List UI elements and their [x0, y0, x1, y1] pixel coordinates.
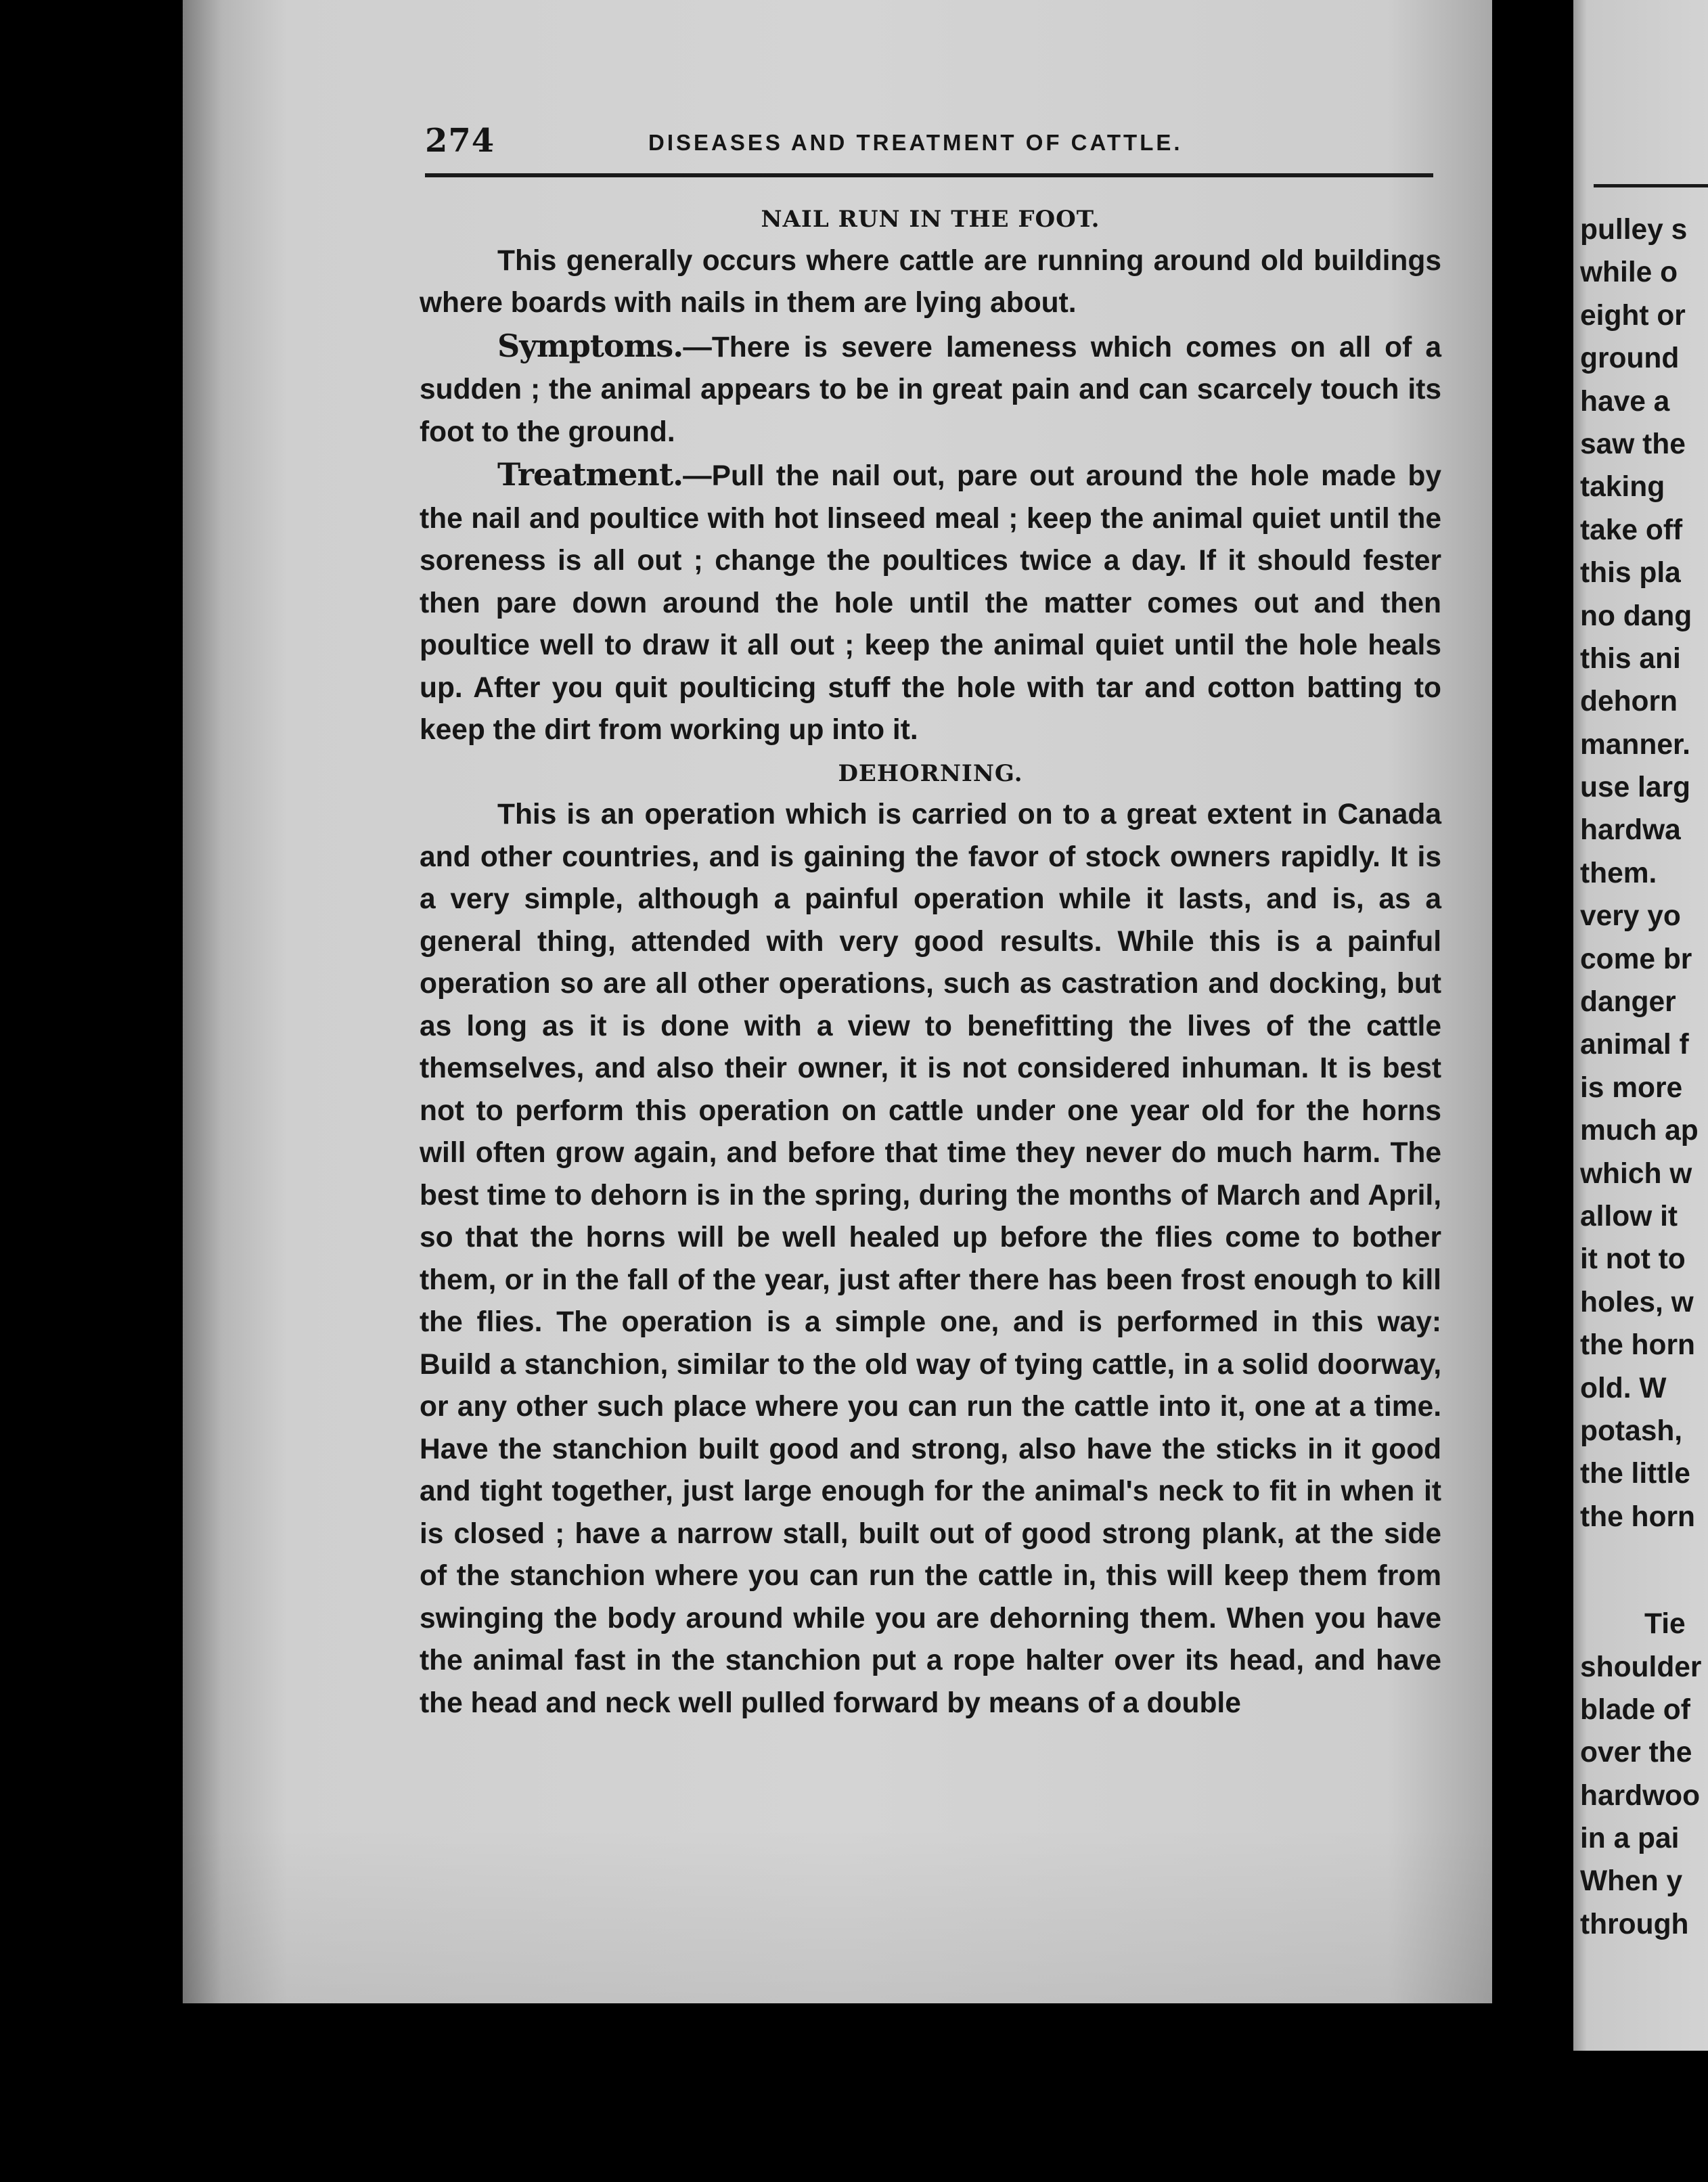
- right-page-line: dehorn: [1580, 686, 1678, 718]
- paragraph-symptoms: [420, 325, 1441, 454]
- right-page-header-rule: [1594, 184, 1708, 187]
- section-heading-dehorning: DEHORNING.: [838, 759, 1023, 787]
- right-page-line: the horn: [1580, 1500, 1695, 1533]
- right-page-line: is more: [1580, 1071, 1683, 1104]
- right-page-line: holes, w: [1580, 1286, 1694, 1318]
- scan-left-border: [0, 0, 183, 2182]
- right-page-line: saw the: [1580, 428, 1686, 460]
- right-page-line: which w: [1580, 1157, 1692, 1190]
- running-title: DISEASES AND TREATMENT OF CATTLE.: [648, 130, 1183, 155]
- right-page-line: manner.: [1580, 728, 1690, 761]
- right-page-line: have a: [1580, 385, 1670, 418]
- right-page-line: the little: [1580, 1458, 1690, 1490]
- right-page-line: through: [1580, 1908, 1689, 1940]
- right-page-line: old. W: [1580, 1372, 1667, 1404]
- right-page-line: allow it: [1580, 1200, 1678, 1232]
- right-page-line: Tie: [1644, 1608, 1686, 1641]
- right-page-block-one: [1580, 208, 1708, 1538]
- right-page-line: while o: [1580, 257, 1678, 289]
- right-page-line: potash,: [1580, 1415, 1683, 1447]
- paragraph-text: —There is severe lameness which comes on all of a sudden ; the animal appears to be in great pain and can scarcely touch its foot to the ground.: [420, 331, 1441, 448]
- right-page-line: it not to: [1580, 1243, 1686, 1276]
- right-page-section-gap: [1580, 1538, 1708, 1603]
- right-page-line: eight or: [1580, 299, 1686, 332]
- right-page-line: shoulder: [1580, 1651, 1702, 1683]
- paragraph-treatment: [420, 453, 1441, 752]
- right-page-line: the horn: [1580, 1329, 1695, 1362]
- right-page-line: When y: [1580, 1865, 1683, 1898]
- right-page-line: in a pai: [1580, 1823, 1680, 1855]
- right-page-line: very yo: [1580, 900, 1681, 933]
- scan-bottom-border: [0, 2003, 1492, 2182]
- right-page-line: danger: [1580, 986, 1676, 1019]
- right-page-line: animal f: [1580, 1029, 1689, 1061]
- right-page-line: use larg: [1580, 772, 1690, 804]
- right-page-line: taking: [1580, 471, 1665, 504]
- right-page-line: pulley s: [1580, 214, 1688, 246]
- header-rule: [425, 173, 1433, 177]
- paragraph-text: This generally occurs where cattle are running around old buildings where boards with nails in them are lying about.: [420, 244, 1441, 319]
- right-page-line: blade of: [1580, 1693, 1690, 1726]
- right-page-line: no dang: [1580, 600, 1692, 632]
- paragraph-text: —Pull the nail out, pare out around the hole made by the nail and poultice with hot linseed meal ; keep the animal quiet until the soreness is all out ; change the poultices twice a day. If it should fester then pare down around the hole until the matter comes out and then poultice well to draw it all out ; keep the animal quiet until the hole heals up. After you quit poulticing stuff the hole with tar and cotton batting to keep the dirt from working up into it.: [420, 460, 1441, 746]
- right-page-line: over the: [1580, 1737, 1692, 1769]
- run-in-heading-symptoms: Symptoms.: [497, 327, 683, 364]
- paragraph-text: This is an operation which is carried on to a great extent in Canada and other countries, and is gaining the favor of stock owners rapidly. It is a very simple, although a painful operation while it lasts, and is, as a general thing, attended with very good results. While this is a painful operation so are all other operations, such as castration and docking, but as long as it is done with a view to benefitting the lives of the cattle themselves, and also their owner, it is not considered inhuman. It is best not to perform this operation on cattle under one year old for the horns will often grow again, and before that time they never do much harm. The best time to dehorn is in the spring, during the months of March and April, so that the horns will be well healed up before the flies come to bother them, or in the fall of the year, just after there has been frost enough to kill the flies. The operation is a simple one, and is performed in this way: Build a stanchion, similar to the old way of tying cattle, in a solid doorway, or any other such place where you can run the cattle into it, one at a time. Have the stanchion built good and strong, also have the sticks in it good and tight together, just large enough for the animal's neck to fit in when it is closed ; have a narrow stall, built out of good strong plank, at the side of the stanchion where you can run the cattle in, this will keep them from swinging the body around while you are dehorning them. When you have the animal fast in the stanchion put a rope halter over its head, and have the head and neck well pulled forward by means of a double: [420, 799, 1441, 1719]
- running-head: [425, 122, 1433, 169]
- page-number: 274: [425, 122, 495, 160]
- scan-bottom-border-right: [1573, 2051, 1708, 2182]
- right-page-line: this pla: [1580, 557, 1681, 589]
- right-page-line: hardwoo: [1580, 1779, 1701, 1812]
- book-spine-gutter: [1492, 0, 1573, 2182]
- right-page-line: ground: [1580, 342, 1680, 375]
- right-page-line: hardwa: [1580, 814, 1681, 847]
- run-in-heading-treatment: Treatment.: [497, 456, 683, 493]
- right-page-text-fragments: [1580, 208, 1708, 1946]
- right-page-line: this ani: [1580, 642, 1681, 675]
- right-page-line: them.: [1580, 857, 1657, 889]
- section-heading-nail-run-in-foot: NAIL RUN IN THE FOOT.: [761, 206, 1100, 233]
- right-page-block-two: [1580, 1603, 1708, 1946]
- page-body: [420, 198, 1441, 1724]
- paragraph-dehorning: [420, 794, 1441, 1724]
- right-page-line: much ap: [1580, 1115, 1699, 1147]
- right-page-line: take off: [1580, 514, 1683, 546]
- right-page-line: come br: [1580, 943, 1692, 975]
- paragraph-nail-intro: [420, 240, 1441, 325]
